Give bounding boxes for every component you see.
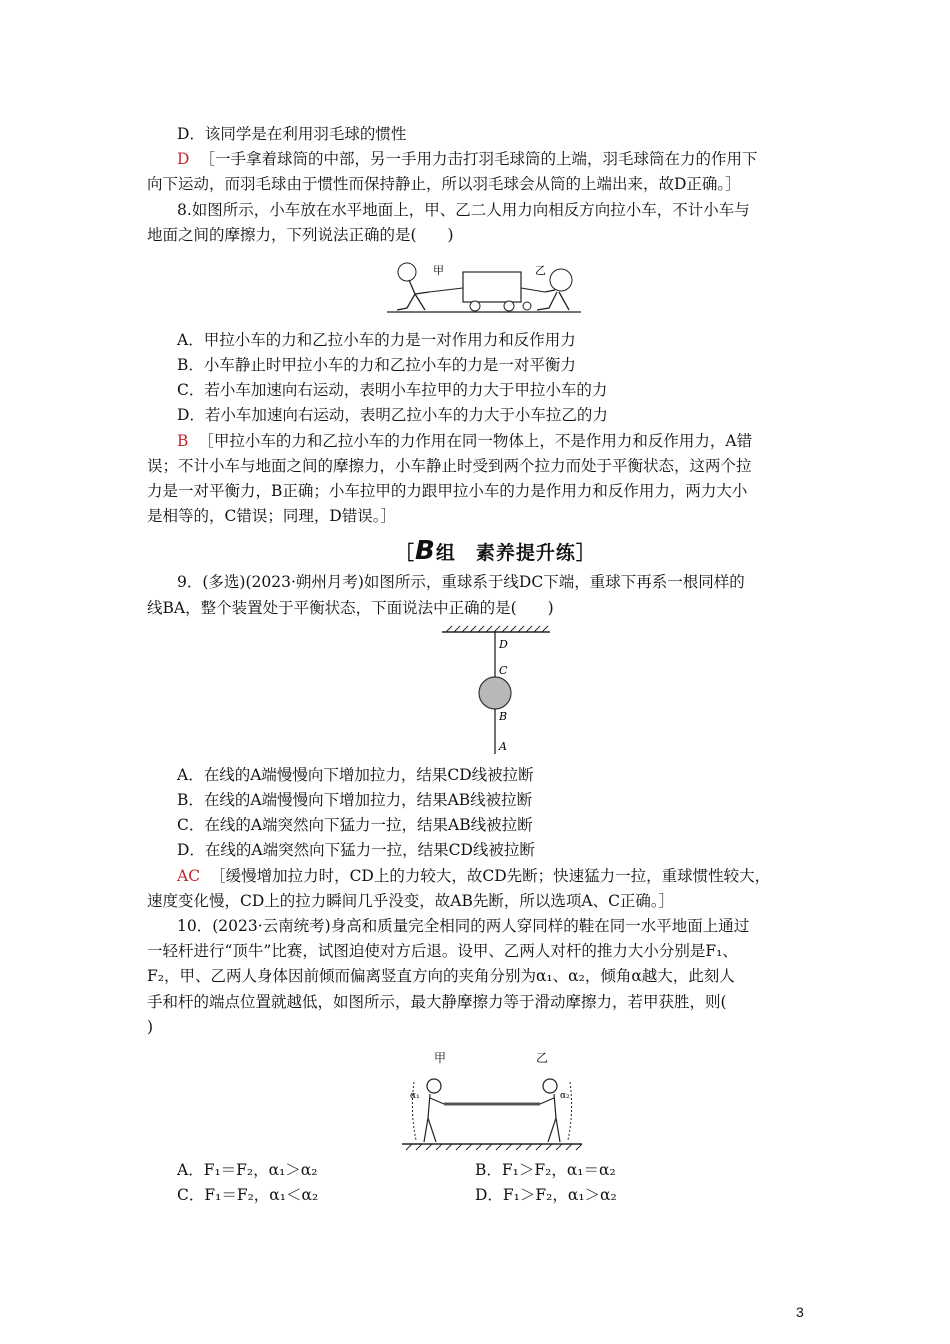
q8-answer: B (177, 432, 189, 450)
q9-option-c: C．在线的A端突然向下猛力一拉，结果AB线被拉断 (177, 816, 533, 834)
q10-stem-line-5: ) (147, 1018, 154, 1036)
q10-label-jia: 甲 (434, 1051, 447, 1065)
cart-body (463, 272, 521, 302)
q8-label-jia: 甲 (433, 264, 444, 277)
q8-option-c: C．若小车加速向右运动，表明小车拉甲的力大于甲拉小车的力 (177, 381, 608, 399)
q8-explanation-line-4: 是相等的，C错误；同理，D错误。］ (147, 507, 397, 525)
q10-stem-line-2: 一轻杆进行“顶牛”比赛，试图迫使对方后退。设甲、乙两人对杆的推力大小分别是F₁、 (147, 942, 738, 960)
cart-wheel-left (470, 301, 480, 311)
q10-stem-line-3: F₂，甲、乙两人身体因前倾而偏离竖直方向的夹角分别为α₁、α₂，倾角α越大，此刻人 (147, 967, 735, 985)
q8-explanation-line-3: 力是一对平衡力，B正确；小车拉甲的力跟甲拉小车的力是作用力和反作用力，两力大小 (147, 482, 748, 500)
q10-option-c: C．F₁＝F₂，α₁＜α₂ (177, 1186, 319, 1204)
label-a: A (499, 740, 507, 753)
label-c: C (499, 664, 508, 677)
q9-explanation-line-1: AC ［缓慢增加拉力时，CD上的力较大，故CD先断；快速猛力一拉，重球惯性较大， (177, 867, 771, 885)
q8-stem-line-1: 8.如图所示，小车放在水平地面上，甲、乙二人用力向相反方向拉小车，不计小车与 (177, 201, 750, 219)
q9-explanation-line-2: 速度变化慢，CD上的拉力瞬间几乎没变，故AB先断，所以选项A、C正确。］ (147, 892, 675, 910)
q7-option-d: D．该同学是在利用羽毛球的惯性 (177, 125, 407, 143)
alpha-1-label: α₁ (410, 1091, 420, 1101)
q8-option-d: D．若小车加速向右运动，表明乙拉小车的力大于小车拉乙的力 (177, 406, 608, 424)
q8-explanation-line-1: B ［甲拉小车的力和乙拉小车的力作用在同一物体上，不是作用力和反作用力，A错 (177, 432, 753, 450)
q8-explanation-line-2: 误；不计小车与地面之间的摩擦力，小车静止时受到两个拉力而处于平衡状态，这两个拉 (147, 457, 752, 475)
label-b: B (499, 710, 508, 723)
q9-option-d: D．在线的A端突然向下猛力一拉，结果CD线被拉断 (177, 841, 535, 859)
q7-answer: D (177, 150, 190, 168)
q9-hanging-ball-figure (440, 624, 552, 758)
q9-stem-line-1: 9．(多选)(2023·朔州月考)如图所示，重球系于线DC下端，重球下再系一根同样的 (177, 573, 745, 591)
q10-stem-line-4: 手和杆的端点位置就越低，如图所示，最大静摩擦力等于滑动摩擦力，若甲获胜，则( (147, 993, 727, 1011)
cart-wheel-right (504, 301, 514, 311)
q10-option-b: B．F₁＞F₂，α₁＝α₂ (475, 1161, 616, 1179)
person-jia-figure (424, 1079, 444, 1142)
q8-option-b: B．小车静止时甲拉小车的力和乙拉小车的力是一对平衡力 (177, 356, 576, 374)
q10-label-yi: 乙 (536, 1051, 549, 1065)
q8-option-a: A．甲拉小车的力和乙拉小车的力是一对作用力和反作用力 (177, 331, 576, 349)
q10-option-d: D．F₁＞F₂，α₁＞α₂ (475, 1186, 617, 1204)
alpha-2-label: α₂ (560, 1091, 570, 1101)
q9-option-a: A．在线的A端慢慢向下增加拉力，结果CD线被拉断 (177, 766, 534, 784)
person-yi-figure (540, 1079, 560, 1142)
q8-label-yi: 乙 (535, 264, 546, 277)
section-letter: B (415, 536, 436, 566)
page-number: 3 (796, 1304, 804, 1320)
q8-stem-line-2: 地面之间的摩擦力，下列说法正确的是( ) (147, 226, 454, 244)
q7-explanation-line-1: D ［一手拿着球筒的中部，另一手用力击打羽毛球筒的上端，羽毛球筒在力的作用下 (177, 150, 758, 168)
q10-option-a: A．F₁＝F₂，α₁＞α₂ (177, 1161, 318, 1179)
q7-explanation-line-2: 向下运动，而羽毛球由于惯性而保持静止，所以羽毛球会从筒的上端出来，故D正确。］ (147, 175, 741, 193)
q9-answer: AC (177, 867, 201, 885)
q9-option-b: B．在线的A端慢慢向下增加拉力，结果AB线被拉断 (177, 791, 533, 809)
label-d: D (499, 638, 508, 651)
section-header-b: ［B组 素养提升练］ (395, 536, 596, 566)
q8-cart-figure (385, 258, 585, 326)
q10-stem-line-1: 10．(2023·云南统考)身高和质量完全相同的两人穿同样的鞋在同一水平地面上通过 (177, 917, 750, 935)
person-jia-figure (397, 263, 429, 310)
heavy-ball (479, 677, 511, 709)
q10-push-contest-figure (400, 1072, 584, 1150)
q9-stem-line-2: 线BA，整个装置处于平衡状态，下面说法中正确的是( ) (147, 599, 554, 617)
section-title: 组 素养提升练 (435, 542, 576, 564)
